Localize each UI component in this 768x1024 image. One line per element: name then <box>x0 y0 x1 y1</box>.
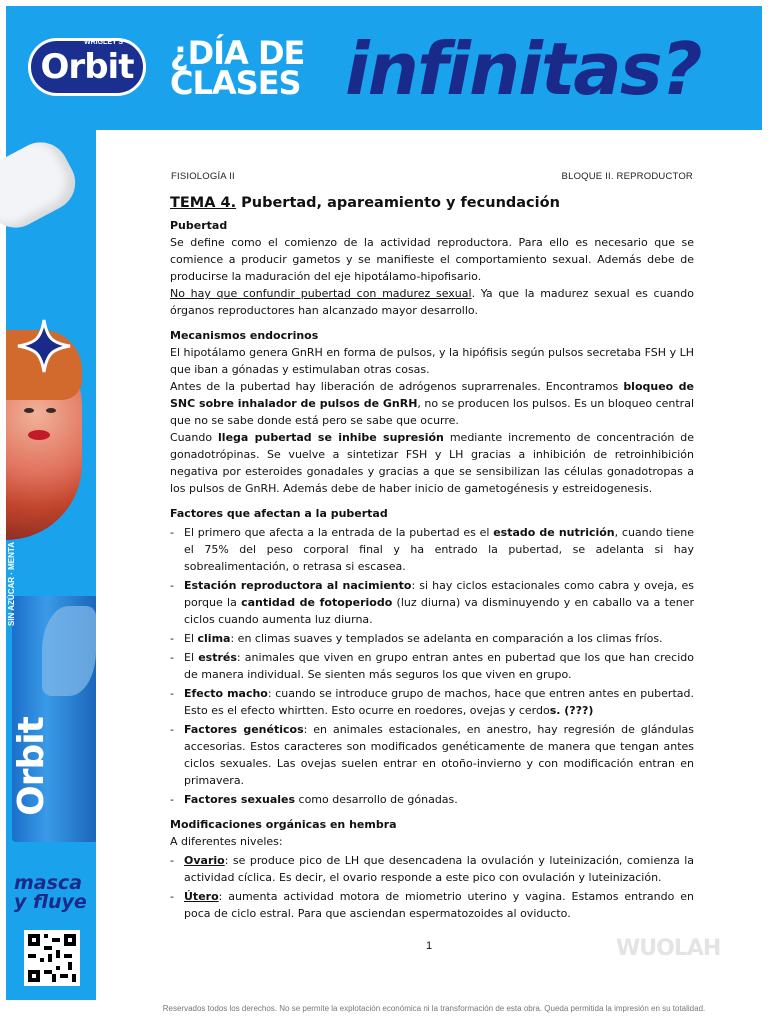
factors-list <box>170 524 694 808</box>
section-heading-pubertad: Pubertad <box>170 219 228 232</box>
item-text: : cuando se introduce grupo de machos, hace que entren antes en pubertad. Esto es el efecto whirtten. Esto ocurre en roedores, ovejas y cerdo <box>184 687 694 717</box>
paragraph: El hipotálamo genera GnRH en forma de pulsos, y la hipófisis según pulsos secretaba FSH y LH que iban a gónadas y estimulaban otras cosas. <box>170 346 694 376</box>
ad-tagline <box>14 874 87 912</box>
tagline-line-1: masca <box>14 872 83 894</box>
bold-text: Útero <box>184 890 219 903</box>
page-number: 1 <box>426 940 433 952</box>
title-text: Pubertad, apareamiento y fecundación <box>236 195 560 211</box>
list-item <box>170 721 694 789</box>
section-heading-factores: Factores que afectan a la pubertad <box>170 507 388 520</box>
bold-text: clima <box>197 632 231 645</box>
item-text: : en animales estacionales, en anestro, hay regresión de glándulas accesorias. Estos caracteres son modificados genéticamente de manera que tengan antes ciclos sexuales. Las ovejas suelen entrar en otoño-invierno y con modificación entran en primavera. <box>184 723 695 787</box>
paragraph: Se define como el comienzo de la actividad reproductora. Para ello es necesario que se comience a producir gametos y se manifieste el comportamiento sexual. Además debe de producirse la maduración del eje hipotálamo-hipofisario. <box>170 236 694 283</box>
list-item <box>170 888 694 922</box>
paragraph <box>170 429 694 497</box>
slogan-line-1: ¿DÍA DE <box>170 34 305 72</box>
bold-text: estado de nutrición <box>493 526 615 539</box>
page-title <box>170 193 694 213</box>
bold-text: Efecto macho <box>184 687 268 700</box>
header-block: BLOQUE II. REPRODUCTOR <box>561 171 693 182</box>
item-text: : aumenta actividad motora de miometrio uterino y vagina. Estamos entrando en poca de ciclo estral. Para que asciendan espermatozoides al oviducto. <box>184 890 694 920</box>
item-text: : en climas suaves y templados se adelanta en comparación a los climas fríos. <box>230 632 663 645</box>
document-header <box>171 171 693 182</box>
orbit-logo-text: Orbit <box>40 47 134 87</box>
underlined-text: No hay que confundir pubertad con madurez sexual <box>170 287 472 300</box>
wrigleys-label: WRIGLEY'S <box>84 39 123 46</box>
tagline-line-2: y fluye <box>14 891 87 913</box>
list-item <box>170 524 694 575</box>
list-item <box>170 630 694 647</box>
bold-text: bloqueo de SNC sobre inhalador de pulsos de GnRH <box>170 380 694 410</box>
paragraph-text: . Ya que la madurez sexual es cuando órganos reproductores han alcanzado mayor desarrollo. <box>170 287 694 317</box>
bold-text: estrés <box>198 651 237 664</box>
bold-text: s. (???) <box>549 704 594 717</box>
section-heading-mecanismos: Mecanismos endocrinos <box>170 329 319 342</box>
modifications-list <box>170 852 694 922</box>
eye-shape <box>24 408 34 413</box>
list-item <box>170 577 694 628</box>
eye-shape <box>46 408 56 413</box>
mint-leaf-icon <box>42 606 96 696</box>
list-item <box>170 791 694 808</box>
qr-code-icon <box>28 934 76 982</box>
bold-text: Factores genéticos <box>184 723 304 736</box>
item-text: (luz diurna) va disminuyendo y en caballo va a tener ciclos cuando aumenta luz diurna. <box>184 596 694 626</box>
paragraph-text: mediante incremento de concentración de gonadotrópinas. Se vuelve a sintetizar FSH y LH gracias a inhibición de retroinhibición negativa por esteroides gonadales y gracias a que se sensibilizan las células gonadotropas a los pulsos de GnRH. Además debe de haber inicio de gametogénesis y estreidogenesis. <box>170 431 695 495</box>
bold-text: cantidad de fotoperiodo <box>241 596 393 609</box>
paragraph-text: Cuando <box>170 431 219 444</box>
mouth-shape <box>28 430 50 440</box>
document-page <box>96 130 762 1000</box>
wuolah-watermark: WUOLAH <box>616 936 721 961</box>
pack-side-text: SIN AZÚCAR · MENTA <box>7 542 16 626</box>
bold-text: Ovario <box>184 854 225 867</box>
ad-slogan <box>170 34 305 102</box>
item-text: : se produce pico de LH que desencadena la ovulación y luteinización, comienza la actividad cíclica. Es decir, el ovario responde a este pico con ovulación y luteinización. <box>184 854 694 884</box>
orbit-logo <box>28 38 146 96</box>
orbit-gum-pack-image <box>7 542 98 842</box>
section-heading-modificaciones: Modificaciones orgánicas en hembra <box>170 818 397 831</box>
list-item <box>170 852 694 886</box>
item-text: como desarrollo de gónadas. <box>295 793 458 806</box>
item-text: El primero que afecta a la entrada de la pubertad es el <box>184 526 494 539</box>
sparkle-star-icon <box>16 318 72 374</box>
slogan-line-2: CLASES <box>170 64 301 102</box>
paragraph: A diferentes niveles: <box>170 835 283 848</box>
list-item <box>170 649 694 683</box>
paragraph <box>170 285 694 319</box>
bold-text: Estación reproductora al nacimiento <box>184 579 412 592</box>
item-text: : animales que viven en grupo entran antes en pubertad que los que han crecido de manera individual. Se sienten más seguros los que viven en grupo. <box>184 651 694 681</box>
slogan-infinitas: infinitas? <box>345 27 701 111</box>
item-text: , cuando tiene el 75% del peso corporal final y ha entrado la pubertad, se adelanta si hay sobrealimentación, o retrasa si escasea. <box>184 526 694 573</box>
ad-banner-left[interactable] <box>6 130 96 1000</box>
pack-brand-text: Orbit <box>10 717 52 816</box>
bold-text: llega pubertad se inhibe supresión <box>218 431 444 444</box>
item-text: : si hay ciclos estacionales como cabra y oveja, es porque la <box>184 579 694 609</box>
paragraph-text: Antes de la pubertad hay liberación de adrógenos suprarrenales. Encontramos <box>170 380 624 393</box>
copyright-footer: Reservados todos los derechos. No se permite la explotación económica ni la transformación de esta obra. Queda permitida la impresión en su totalidad. <box>162 1004 706 1013</box>
item-text: El <box>184 632 198 645</box>
header-subject: FISIOLOGÍA II <box>171 171 235 182</box>
item-text: El <box>184 651 199 664</box>
title-prefix: TEMA 4. <box>170 195 237 211</box>
qr-code[interactable] <box>24 930 80 986</box>
bold-text: Factores sexuales <box>184 793 296 806</box>
document-body <box>170 193 694 922</box>
paragraph <box>170 378 694 429</box>
paragraph-text: , no se producen los pulsos. Es un bloqueo central que no se sabe donde está pero se sabe que ocurre. <box>170 397 694 427</box>
list-item <box>170 685 694 719</box>
